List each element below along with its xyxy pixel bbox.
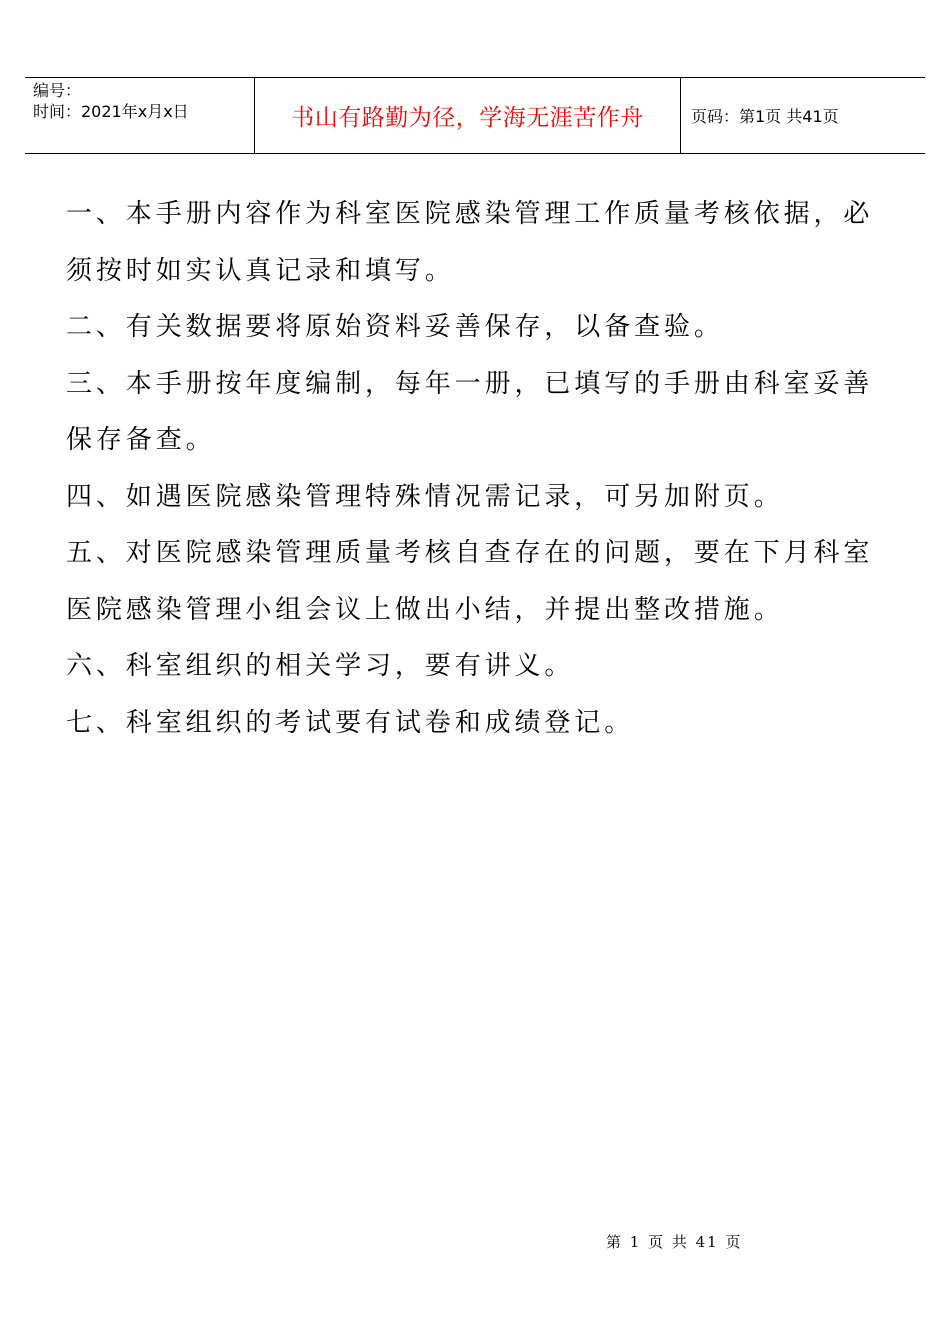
instructions-body bbox=[66, 186, 896, 751]
page-footer: 第 1 页 共 41 页 bbox=[606, 1233, 743, 1251]
header-motto-cell bbox=[255, 78, 681, 153]
instruction-paragraph: 一、本手册内容作为科室医院感染管理工作质量考核依据，必须按时如实认真记录和填写。 bbox=[66, 199, 874, 286]
instruction-paragraph: 二、有关数据要将原始资料妥善保存，以备查验。 bbox=[66, 312, 724, 342]
header-meta-cell bbox=[25, 78, 255, 153]
header-motto: 书山有路勤为径，学海无涯苦作舟 bbox=[291, 105, 644, 131]
header-page-info: 页码：第1页 共41页 bbox=[691, 107, 839, 126]
page-header bbox=[25, 77, 925, 154]
instruction-paragraph: 六、科室组织的相关学习，要有讲义。 bbox=[66, 651, 575, 681]
header-page-cell bbox=[681, 78, 925, 153]
document-number-label: 编号： bbox=[33, 81, 82, 100]
instruction-paragraph: 七、科室组织的考试要有试卷和成绩登记。 bbox=[66, 707, 635, 738]
instruction-paragraph: 三、本手册按年度编制，每年一册，已填写的手册由科室妥善保存备查。 bbox=[66, 368, 874, 455]
instruction-paragraph: 五、对医院感染管理质量考核自查存在的问题，要在下月科室医院感染管理小组会议上做出小结，并提出整改措施。 bbox=[66, 538, 874, 625]
instruction-paragraph: 四、如遇医院感染管理特殊情况需记录，可另加附页。 bbox=[66, 481, 784, 512]
document-time-label: 时间：2021年x月x日 bbox=[33, 102, 189, 121]
